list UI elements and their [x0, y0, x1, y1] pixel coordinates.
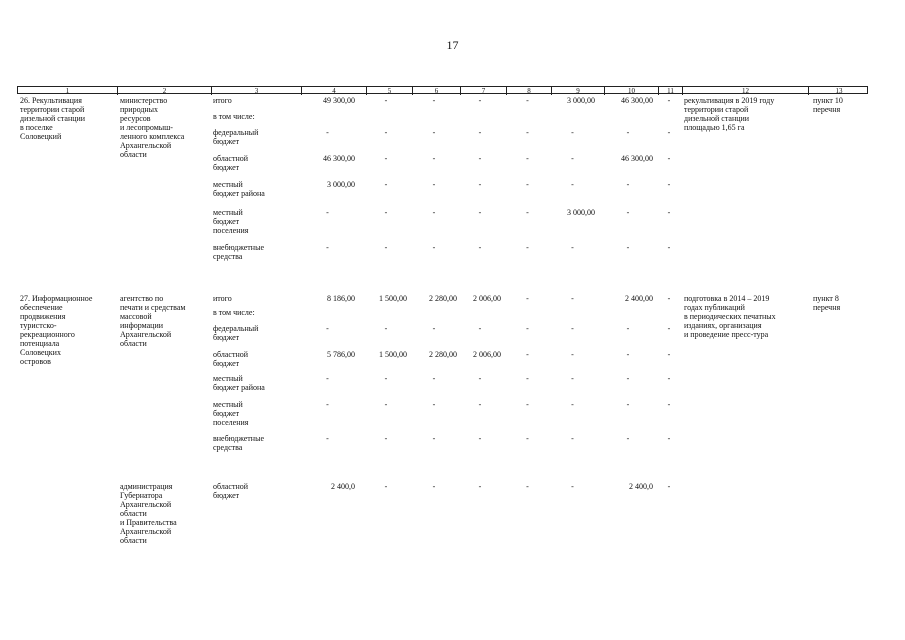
row26-source-6: внебюджетные средства: [213, 243, 264, 261]
row27-value-6-col5: -: [384, 434, 388, 443]
row26-value-0-col6: -: [432, 96, 436, 105]
row27-value-5-col10: -: [626, 400, 630, 409]
row27-executor2-source: областной бюджет: [213, 482, 249, 500]
row27-value-0-col8: -: [526, 294, 529, 303]
row27-value-3-col7: 2 006,00: [473, 350, 501, 359]
row27-executor2-value-col7: -: [478, 482, 482, 491]
row26-source-2: федеральный бюджет: [213, 128, 259, 146]
row27-value-4-col8: -: [526, 374, 529, 383]
row27-source-3: областной бюджет: [213, 350, 249, 368]
row26-value-2-col4: -: [326, 128, 329, 137]
row27-value-4-col10: -: [626, 374, 630, 383]
row26-value-4-col9: -: [571, 180, 574, 189]
header-col-10: 10: [604, 87, 658, 95]
row26-value-2-col9: -: [571, 128, 574, 137]
row27-value-6-col9: -: [571, 434, 574, 443]
row27-source-5: местный бюджет поселения: [213, 400, 249, 427]
row27-source-4: местный бюджет района: [213, 374, 265, 392]
row27-value-2-col5: -: [384, 324, 388, 333]
row27-value-0-col6: 2 280,00: [429, 294, 457, 303]
row27-value-3-col5: 1 500,00: [379, 350, 407, 359]
row26-value-6-col10: -: [626, 243, 630, 252]
row27-value-0-col7: 2 006,00: [473, 294, 501, 303]
row27-source-2: федеральный бюджет: [213, 324, 259, 342]
row27-value-6-col7: -: [478, 434, 482, 443]
row26-value-0-col8: -: [526, 96, 529, 105]
header-col-8: 8: [506, 87, 551, 95]
row27-value-2-col11: -: [667, 324, 671, 333]
row26-value-5-col10: -: [626, 208, 630, 217]
row27-source-1: в том числе:: [213, 308, 255, 317]
header-col-5: 5: [366, 87, 412, 95]
row26-value-5-col9: 3 000,00: [567, 208, 595, 217]
row26-value-6-col7: -: [478, 243, 482, 252]
row26-result: рекультивация в 2019 году территории старой дизельной станции площадью 1,65 га: [684, 96, 775, 132]
row27-value-6-col4: -: [326, 434, 329, 443]
row26-value-2-col7: -: [478, 128, 482, 137]
row27-value-4-col11: -: [667, 374, 671, 383]
row27-value-5-col8: -: [526, 400, 529, 409]
header-col-3: 3: [211, 87, 301, 95]
row26-value-6-col9: -: [571, 243, 574, 252]
row27-value-3-col4: 5 786,00: [327, 350, 355, 359]
row27-value-4-col9: -: [571, 374, 574, 383]
header-col-12: 12: [682, 87, 808, 95]
row27-value-6-col6: -: [432, 434, 436, 443]
row27-value-4-col4: -: [326, 374, 329, 383]
row27-value-0-col4: 8 186,00: [327, 294, 355, 303]
row27-source-6: внебюджетные средства: [213, 434, 264, 452]
row26-value-6-col5: -: [384, 243, 388, 252]
row26-value-3-col9: -: [571, 154, 574, 163]
row27-source-0: итого: [213, 294, 232, 303]
row26-value-6-col11: -: [667, 243, 671, 252]
row26-value-6-col6: -: [432, 243, 436, 252]
row27-executor2-value-col9: -: [571, 482, 574, 491]
row26-value-5-col7: -: [478, 208, 482, 217]
row27-value-5-col6: -: [432, 400, 436, 409]
row26-value-3-col11: -: [667, 154, 671, 163]
row26-value-5-col5: -: [384, 208, 388, 217]
row26-value-3-col8: -: [526, 154, 529, 163]
row26-value-0-col10: 46 300,00: [621, 96, 653, 105]
row26-value-5-col8: -: [526, 208, 529, 217]
row26-value-4-col6: -: [432, 180, 436, 189]
row27-executor2-value-col5: -: [384, 482, 388, 491]
row26-value-0-col9: 3 000,00: [567, 96, 595, 105]
row27-value-0-col5: 1 500,00: [379, 294, 407, 303]
row27-value-5-col7: -: [478, 400, 482, 409]
row26-value-3-col7: -: [478, 154, 482, 163]
row27-value-0-col10: 2 400,00: [625, 294, 653, 303]
row27-result: подготовка в 2014 – 2019 годах публикаций в периодических печатных изданиях, организация и проведение пресс-тура: [684, 294, 776, 339]
row26-value-0-col5: -: [384, 96, 388, 105]
row26-value-6-col8: -: [526, 243, 529, 252]
row26-source-5: местный бюджет поселения: [213, 208, 249, 235]
row27-value-4-col6: -: [432, 374, 436, 383]
row27-value-2-col7: -: [478, 324, 482, 333]
header-col-9: 9: [551, 87, 604, 95]
header-col-1: 1: [65, 87, 70, 95]
row27-value-5-col4: -: [326, 400, 329, 409]
row26-value-3-col5: -: [384, 154, 388, 163]
row26-source-0: итого: [213, 96, 232, 105]
row26-value-4-col4: 3 000,00: [327, 180, 355, 189]
row27-value-4-col5: -: [384, 374, 388, 383]
row27-value-3-col8: -: [526, 350, 529, 359]
row27-value-4-col7: -: [478, 374, 482, 383]
row27-value-6-col11: -: [667, 434, 671, 443]
row27-executor2-value-col11: -: [667, 482, 671, 491]
row26-value-4-col11: -: [667, 180, 671, 189]
header-col-2: 2: [117, 87, 211, 95]
row26-value-3-col6: -: [432, 154, 436, 163]
header-col-6: 6: [412, 87, 460, 95]
row27-executor2-value-col10: 2 400,0: [629, 482, 653, 491]
row26-executor: министерство природных ресурсов и лесопромыш- ленного комплекса Архангельской области: [120, 96, 185, 159]
row27-value-3-col11: -: [667, 350, 671, 359]
header-col-4: 4: [301, 87, 366, 95]
row27-value-2-col4: -: [326, 324, 329, 333]
row27-value-3-col10: -: [626, 350, 630, 359]
row26-value-3-col4: 46 300,00: [323, 154, 355, 163]
row26-source-1: в том числе:: [213, 112, 255, 121]
header-col-7: 7: [460, 87, 506, 95]
row27-value-3-col6: 2 280,00: [429, 350, 457, 359]
column-number-header: [17, 86, 868, 94]
row26-value-4-col10: -: [626, 180, 630, 189]
row27-reference: пункт 8 перечня: [813, 294, 841, 312]
row26-value-2-col6: -: [432, 128, 436, 137]
row27-executor: агентство по печати и средствам массовой информации Архангельской области: [120, 294, 186, 348]
row26-value-5-col4: -: [326, 208, 329, 217]
header-col-13: 13: [808, 87, 869, 95]
row27-value-0-col9: -: [571, 294, 574, 303]
row27-value-6-col10: -: [626, 434, 630, 443]
row27-value-5-col11: -: [667, 400, 671, 409]
row27-value-3-col9: -: [571, 350, 574, 359]
row26-value-4-col7: -: [478, 180, 482, 189]
row27-name: 27. Информационное обеспечение продвижения туристско- рекреационного потенциала Соловецких островов: [20, 294, 93, 366]
page-number: 17: [446, 38, 459, 52]
row27-executor2-value-col8: -: [526, 482, 529, 491]
row26-value-0-col7: -: [478, 96, 482, 105]
row26-reference: пункт 10 перечня: [813, 96, 843, 114]
row26-source-4: местный бюджет района: [213, 180, 265, 198]
row27-value-2-col8: -: [526, 324, 529, 333]
row26-value-6-col4: -: [326, 243, 329, 252]
row27-value-5-col5: -: [384, 400, 388, 409]
row27-value-2-col9: -: [571, 324, 574, 333]
row26-value-4-col5: -: [384, 180, 388, 189]
row26-value-2-col10: -: [626, 128, 630, 137]
row27-value-6-col8: -: [526, 434, 529, 443]
row27-value-5-col9: -: [571, 400, 574, 409]
row26-value-2-col8: -: [526, 128, 529, 137]
row27-executor2-value-col6: -: [432, 482, 436, 491]
row27-value-2-col6: -: [432, 324, 436, 333]
row26-value-0-col11: -: [667, 96, 671, 105]
header-col-11: 11: [658, 87, 682, 95]
row27-value-2-col10: -: [626, 324, 630, 333]
row27-executor-2: администрация Губернатора Архангельской области и Правительства Архангельской области: [120, 482, 177, 545]
row26-value-0-col4: 49 300,00: [323, 96, 355, 105]
row26-value-2-col5: -: [384, 128, 388, 137]
row27-executor2-value-col4: 2 400,0: [331, 482, 355, 491]
row26-value-5-col11: -: [667, 208, 671, 217]
row26-name: 26. Рекультивация территории старой дизельной станции в поселке Соловецкий: [20, 96, 86, 141]
row26-source-3: областной бюджет: [213, 154, 249, 172]
row26-value-3-col10: 46 300,00: [621, 154, 653, 163]
row26-value-2-col11: -: [667, 128, 671, 137]
row26-value-4-col8: -: [526, 180, 529, 189]
row27-value-0-col11: -: [667, 294, 671, 303]
row26-value-5-col6: -: [432, 208, 436, 217]
